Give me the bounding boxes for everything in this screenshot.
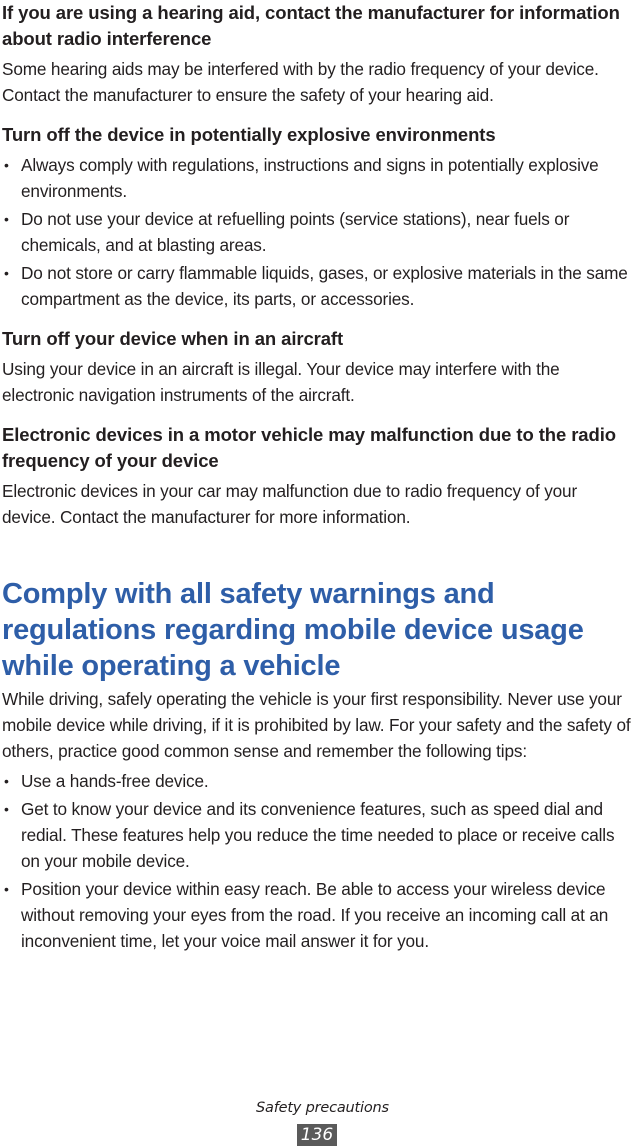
list-item-text: Do not store or carry flammable liquids, gases, or explosive materials in the same compartment as the device, its parts, or accessories.: [21, 263, 628, 309]
list-item-text: Get to know your device and its convenience features, such as speed dial and redial. These features help you reduce the time needed to place or receive calls on your mobile device.: [21, 799, 615, 871]
list-item: [2, 796, 634, 874]
section-explosive-environments: [2, 122, 634, 312]
section-body: Electronic devices in your car may malfunction due to radio frequency of your device. Contact the manufacturer for more information.: [2, 481, 578, 527]
list-item: [2, 876, 634, 954]
bullet-list: [2, 152, 634, 312]
bullet-icon: •: [4, 881, 9, 897]
section-heading: If you are using a hearing aid, contact the manufacturer for information about radio interference: [2, 2, 620, 49]
section-vehicle-safety: [2, 576, 634, 954]
list-item-text: Position your device within easy reach. Be able to access your wireless device without removing your eyes from the road. If you receive an incoming call at an inconvenient time, let your voice mail answer it for you.: [21, 879, 609, 951]
bullet-icon: •: [4, 265, 9, 281]
list-item: [2, 768, 634, 794]
section-heading: Turn off the device in potentially explosive environments: [2, 124, 496, 145]
list-item-text: Always comply with regulations, instructions and signs in potentially explosive environments.: [21, 155, 599, 201]
bullet-icon: •: [4, 773, 9, 789]
section-heading: Turn off your device when in an aircraft: [2, 328, 344, 349]
main-heading: Comply with all safety warnings and regulations regarding mobile device usage while operating a vehicle: [2, 578, 584, 682]
section-motor-vehicle: [2, 422, 634, 530]
section-hearing-aid: [2, 0, 634, 108]
section-body: While driving, safely operating the vehicle is your first responsibility. Never use your mobile device while driving, if it is prohibited by law. For your safety and the safety of others, practice good common sense and remember the following tips:: [2, 689, 631, 761]
bullet-list: [2, 768, 634, 954]
list-item-text: Use a hands-free device.: [21, 771, 209, 791]
section-body: Using your device in an aircraft is illegal. Your device may interfere with the electronic navigation instruments of the aircraft.: [2, 359, 560, 405]
bullet-icon: •: [4, 157, 9, 173]
bullet-icon: •: [4, 211, 9, 227]
page-number-badge: 136: [297, 1124, 337, 1146]
section-aircraft: [2, 326, 634, 408]
list-item: [2, 260, 634, 312]
section-body: Some hearing aids may be interfered with by the radio frequency of your device. Contact the manufacturer to ensure the safety of your hearing aid.: [2, 59, 599, 105]
footer-section-label: Safety precautions: [256, 1100, 389, 1116]
section-heading: Electronic devices in a motor vehicle may malfunction due to the radio frequency of your device: [2, 424, 616, 471]
list-item: [2, 152, 634, 204]
list-item: [2, 206, 634, 258]
bullet-icon: •: [4, 801, 9, 817]
list-item-text: Do not use your device at refuelling points (service stations), near fuels or chemicals, and at blasting areas.: [21, 209, 570, 255]
page-content: [2, 0, 634, 968]
